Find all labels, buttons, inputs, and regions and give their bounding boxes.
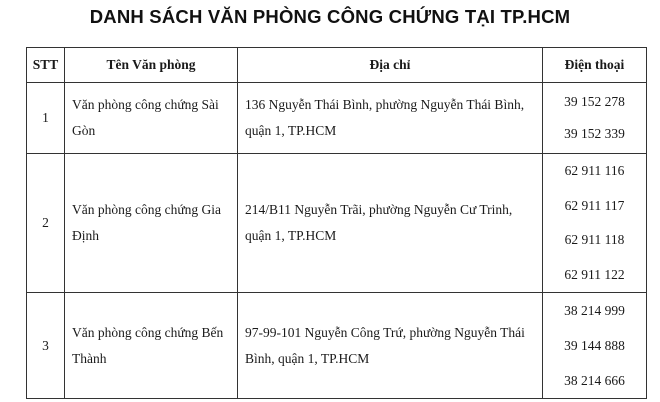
phone-number: 62 911 117 [564, 197, 625, 213]
row-address: 97-99-101 Nguyễn Công Trứ, phường Nguyễn Thái Bình, quận 1, TP.HCM [238, 293, 543, 399]
row-stt: 1 [27, 83, 65, 154]
table-header-row [27, 48, 647, 83]
header-office-name: Tên Văn phòng [65, 48, 238, 83]
table-row [27, 83, 647, 154]
phone-number: 39 144 888 [564, 338, 625, 353]
phone-number: 39 152 278 [564, 94, 625, 109]
phone-number: 38 214 666 [564, 373, 625, 388]
notary-office-table [26, 47, 647, 399]
header-stt: STT [27, 48, 65, 83]
row-address: 214/B11 Nguyễn Trãi, phường Nguyễn Cư Trinh, quận 1, TP.HCM [238, 154, 543, 293]
phone-number: 62 911 122 [564, 266, 625, 282]
table-row [27, 154, 647, 293]
page-title: DANH SÁCH VĂN PHÒNG CÔNG CHỨNG TẠI TP.HCM [89, 6, 571, 27]
row-stt: 3 [27, 293, 65, 399]
phone-number: 39 152 339 [564, 126, 625, 141]
table-row [27, 293, 647, 399]
header-address: Địa chỉ [238, 48, 543, 83]
row-phones [543, 293, 647, 399]
row-office-name: Văn phòng công chứng Gia Định [65, 154, 238, 293]
row-address: 136 Nguyễn Thái Bình, phường Nguyễn Thái Bình, quận 1, TP.HCM [238, 83, 543, 154]
phone-number: 62 911 116 [564, 163, 625, 178]
header-phone: Điện thoại [543, 48, 647, 83]
row-stt: 2 [27, 154, 65, 293]
row-office-name: Văn phòng công chứng Sài Gòn [65, 83, 238, 154]
row-phones [543, 154, 647, 293]
phone-number: 62 911 118 [564, 232, 625, 247]
row-phones [543, 83, 647, 154]
phone-number: 38 214 999 [564, 303, 625, 318]
row-office-name: Văn phòng công chứng Bến Thành [65, 293, 238, 399]
